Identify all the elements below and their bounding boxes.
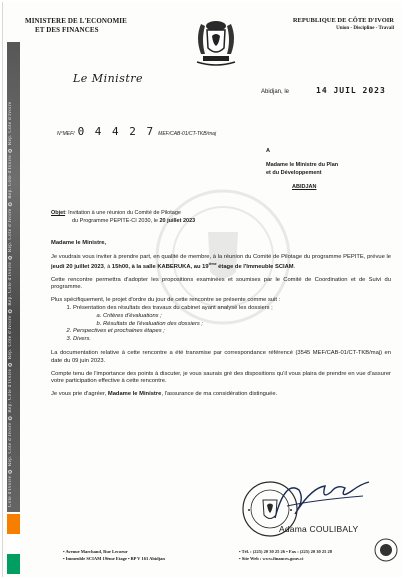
paragraph-agenda-intro: Plus spécifiquement, le projet d'ordre du jour de cette rencontre se présente comme suit : <box>51 296 281 303</box>
agenda-item: 3. Divers. <box>73 336 391 344</box>
recipient-line1: Madame le Ministre du Plan <box>266 162 339 168</box>
letter-body <box>51 240 391 403</box>
flag-icon <box>7 514 20 574</box>
subject-date: 20 juillet 2023 <box>159 217 196 224</box>
paragraph-documentation: La documentation relative à cette rencontre a été transmise par correspondance référencé (3545 MEF/CAB-01/CT-TKB/maj) en date du 09 juin 2023. <box>51 350 391 365</box>
letter-date: 14 JUIL 2023 <box>316 86 386 95</box>
agenda-list <box>51 305 391 343</box>
subject-line1: : Invitation à une réunion du Comité de Pilotage <box>65 210 181 216</box>
security-strip-text: Côte d'Ivoire ✪ Rép. Côte d'Ivoire ✪ Rép. Côte d'Ivoire ✪ Rép. Côte d'Ivoire ✪ Rép. Côte d'Ivoire ✪ Rép. Côte d'Ivoire ✪ Rép. Côte d'Ivoire ✪ Rép. Côte d'Ivoire <box>8 101 13 507</box>
ref-number: 0 4 4 2 7 <box>77 125 156 138</box>
agenda-item: 1. Présentation des résultats des travaux du cabinet ayant analysé les dossiers ; a. Critères d'évaluations ; b. Résultats de l'évaluation des dossiers ; <box>73 305 391 328</box>
paragraph-purpose: Cette rencontre permettra d'adopter les propositions examinées et soumises par le Comité de Coordination et de Suivi du programme. <box>51 276 391 291</box>
signature-icon <box>265 470 375 530</box>
letter-page <box>2 2 402 577</box>
republic-name: REPUBLIQUE DE CÔTE D'IVOIR <box>292 17 394 24</box>
recipient-line2: et du Développement <box>266 170 322 176</box>
agenda-subitem: a. Critères d'évaluations ; <box>103 313 391 321</box>
coat-of-arms-icon <box>189 14 243 70</box>
ref-prefix: N°MEF/ <box>57 131 75 137</box>
ministry-line2: ET DES FINANCES <box>35 26 99 34</box>
paragraph-request: Compte tenu de l'importance des points à discuter, je vous saurais gré des dispositions qu'il vous plaira de prendre en vue d'assurer votre participation effective à cette rencontre. <box>51 370 391 385</box>
subject-line2: du Programme PEPITE-CI 2030, le <box>72 217 160 224</box>
reference-number <box>57 125 216 138</box>
agenda-subitem: b. Résultats de l'évaluation des dossiers ; <box>103 321 391 329</box>
recipient-block <box>266 147 338 191</box>
signatory-name: Adama COULIBALY <box>279 524 359 534</box>
republic-header <box>264 17 394 32</box>
recipient-city: ABIDJAN <box>292 184 317 190</box>
paragraph-invitation: Je voudrais vous inviter à prendre part, en qualité de membre, à la réunion du Comité de Pilotage du programme PEPITE, prévue le jeudi 20 juillet 2023, à 15h00, à la salle KABERUKA, au 19ième étage de l'Immeuble SCIAM. <box>51 253 391 271</box>
ministry-logo-icon <box>374 538 398 562</box>
agenda-item: 2. Perspectives et prochaines étapes ; <box>73 328 391 336</box>
subject-label: Objet <box>51 210 66 216</box>
ministry-line1: MINISTERE DE L'ECONOMIE <box>25 17 127 25</box>
republic-motto: Union - Discipline - Travail <box>336 26 394 31</box>
letter-subject <box>51 210 311 225</box>
salutation: Madame le Ministre, <box>51 240 107 246</box>
sender-title: Le Ministre <box>73 72 144 85</box>
ref-suffix: MEF/CAB-01/CT-TKB/maj <box>158 131 217 137</box>
recipient-a: A <box>266 148 270 154</box>
letter-place: Abidjan, le <box>261 89 290 95</box>
footer-contact: • Tél. : (225) 20 30 25 26 • Fax : (225) 20 30 25 28 • Site Web : www.finances.gouv.ci <box>239 549 333 561</box>
footer-address: • Avenue Marchand, Rue Lecoeur • Immeuble SCIAM 19ème Etage • BP V 163 Abidjan <box>63 549 165 561</box>
ministry-header <box>25 17 175 35</box>
paragraph-closing: Je vous prie d'agréer, Madame le Ministre, l'assurance de ma considération distinguée. <box>51 390 278 397</box>
